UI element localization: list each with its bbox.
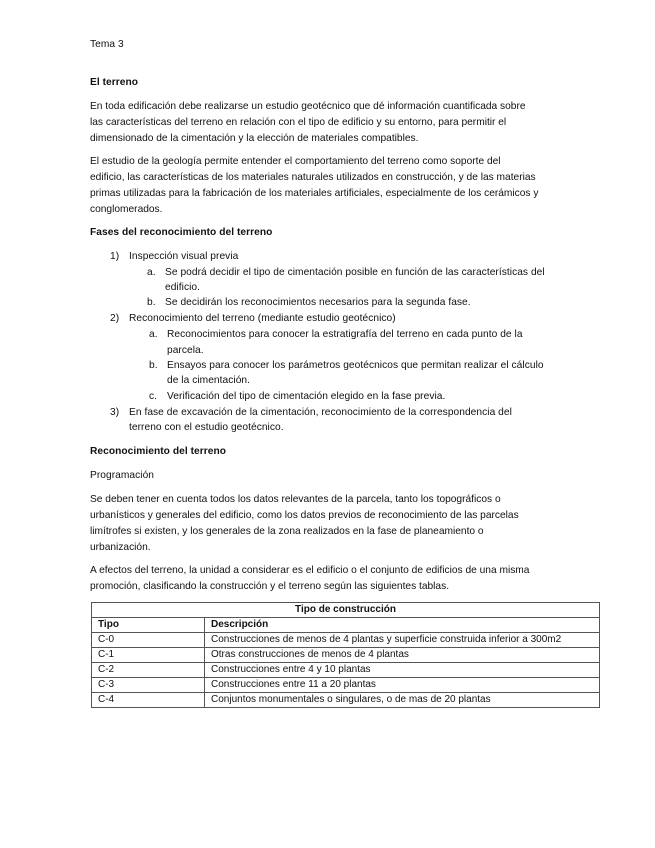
text-line: primas utilizadas para la fabricación de los materiales artificiales, especialmente de los cerámicos y — [90, 188, 539, 199]
table-row — [92, 633, 600, 648]
paragraph-efectos — [90, 563, 568, 595]
list-number: 3) — [110, 407, 120, 418]
list-letter: a. — [149, 329, 158, 340]
list-letter: c. — [149, 391, 158, 402]
list-subitem: Reconocimientos para conocer la estratigrafía del terreno en cada punto de la — [167, 329, 523, 340]
list-subitem-cont: parcela. — [167, 345, 204, 356]
cell-tipo: C-3 — [92, 678, 205, 693]
list-item-cont: terreno con el estudio geotécnico. — [129, 422, 284, 433]
list-subitem: Se podrá decidir el tipo de cimentación posible en función de las características del — [165, 267, 545, 278]
text-line: dimensionado de la cimentación y la elección de materiales compatibles. — [90, 133, 419, 144]
list-letter: b. — [147, 297, 156, 308]
text-line: urbanización. — [90, 542, 151, 553]
paragraph-geologia — [90, 154, 568, 218]
text-line: conglomerados. — [90, 204, 163, 215]
text-line: promoción, clasificando la construcción y el terreno según las siguientes tablas. — [90, 581, 450, 592]
header-tema: Tema 3 — [90, 39, 124, 50]
list-subitem-cont: edificio. — [165, 282, 200, 293]
cell-tipo: C-0 — [92, 633, 205, 648]
table-title-row — [92, 603, 600, 618]
cell-descripcion: Construcciones de menos de 4 plantas y superficie construida inferior a 300m2 — [205, 633, 600, 648]
list-subitem: Ensayos para conocer los parámetros geotécnicos que permitan realizar el cálculo — [167, 360, 544, 371]
paragraph-intro — [90, 99, 568, 147]
text-line: El estudio de la geología permite entender el comportamiento del terreno como soporte del — [90, 156, 501, 167]
table-row — [92, 678, 600, 693]
section-title-terreno: El terreno — [90, 77, 139, 88]
table-header-row — [92, 618, 600, 633]
cell-tipo: C-2 — [92, 663, 205, 678]
list-subitem: Verificación del tipo de cimentación elegido en la fase previa. — [167, 391, 446, 402]
text-line: urbanísticos y generales del edificio, como los datos previos de reconocimiento de las parcelas — [90, 510, 519, 521]
cell-descripcion: Conjuntos monumentales o singulares, o de mas de 20 plantas — [205, 693, 600, 708]
column-header-descripcion: Descripción — [205, 618, 600, 633]
cell-descripcion: Construcciones entre 4 y 10 plantas — [205, 663, 600, 678]
construction-type-table — [91, 602, 600, 708]
text-line: En toda edificación debe realizarse un estudio geotécnico que dé información cuantificada sobre — [90, 101, 526, 112]
table-row — [92, 663, 600, 678]
list-number: 2) — [110, 313, 120, 324]
list-subitem-cont: de la cimentación. — [167, 375, 251, 386]
table-row — [92, 648, 600, 663]
text-line: limítrofes si existen, y los generales de la zona realizados en la fase de planeamiento o — [90, 526, 484, 537]
cell-descripcion: Otras construcciones de menos de 4 plantas — [205, 648, 600, 663]
section-title-fases: Fases del reconocimiento del terreno — [90, 227, 273, 238]
list-letter: a. — [147, 267, 156, 278]
list-item: Inspección visual previa — [129, 251, 239, 262]
list-number: 1) — [110, 251, 120, 262]
section-title-reconocimiento: Reconocimiento del terreno — [90, 446, 227, 457]
text-line: A efectos del terreno, la unidad a considerar es el edificio o el conjunto de edificios de una misma — [90, 565, 530, 576]
paragraph-datos — [90, 492, 568, 556]
cell-tipo: C-1 — [92, 648, 205, 663]
table-title: Tipo de construcción — [92, 603, 600, 618]
list-subitem: Se decidirán los reconocimientos necesarios para la segunda fase. — [165, 297, 471, 308]
text-line: las características del terreno en relación con el tipo de edificio y su entorno, para permitir el — [90, 117, 507, 128]
cell-tipo: C-4 — [92, 693, 205, 708]
list-item: Reconocimiento del terreno (mediante estudio geotécnico) — [129, 313, 396, 324]
table-row — [92, 693, 600, 708]
text-line: edificio, las características de los materiales naturales utilizados en construcción, y de las materias — [90, 172, 536, 183]
list-letter: b. — [149, 360, 158, 371]
list-item: En fase de excavación de la cimentación, reconocimiento de la correspondencia del — [129, 407, 512, 418]
column-header-tipo: Tipo — [92, 618, 205, 633]
subsection-programacion: Programación — [90, 470, 155, 481]
text-line: Se deben tener en cuenta todos los datos relevantes de la parcela, tanto los topográficos o — [90, 494, 501, 505]
cell-descripcion: Construcciones entre 11 a 20 plantas — [205, 678, 600, 693]
